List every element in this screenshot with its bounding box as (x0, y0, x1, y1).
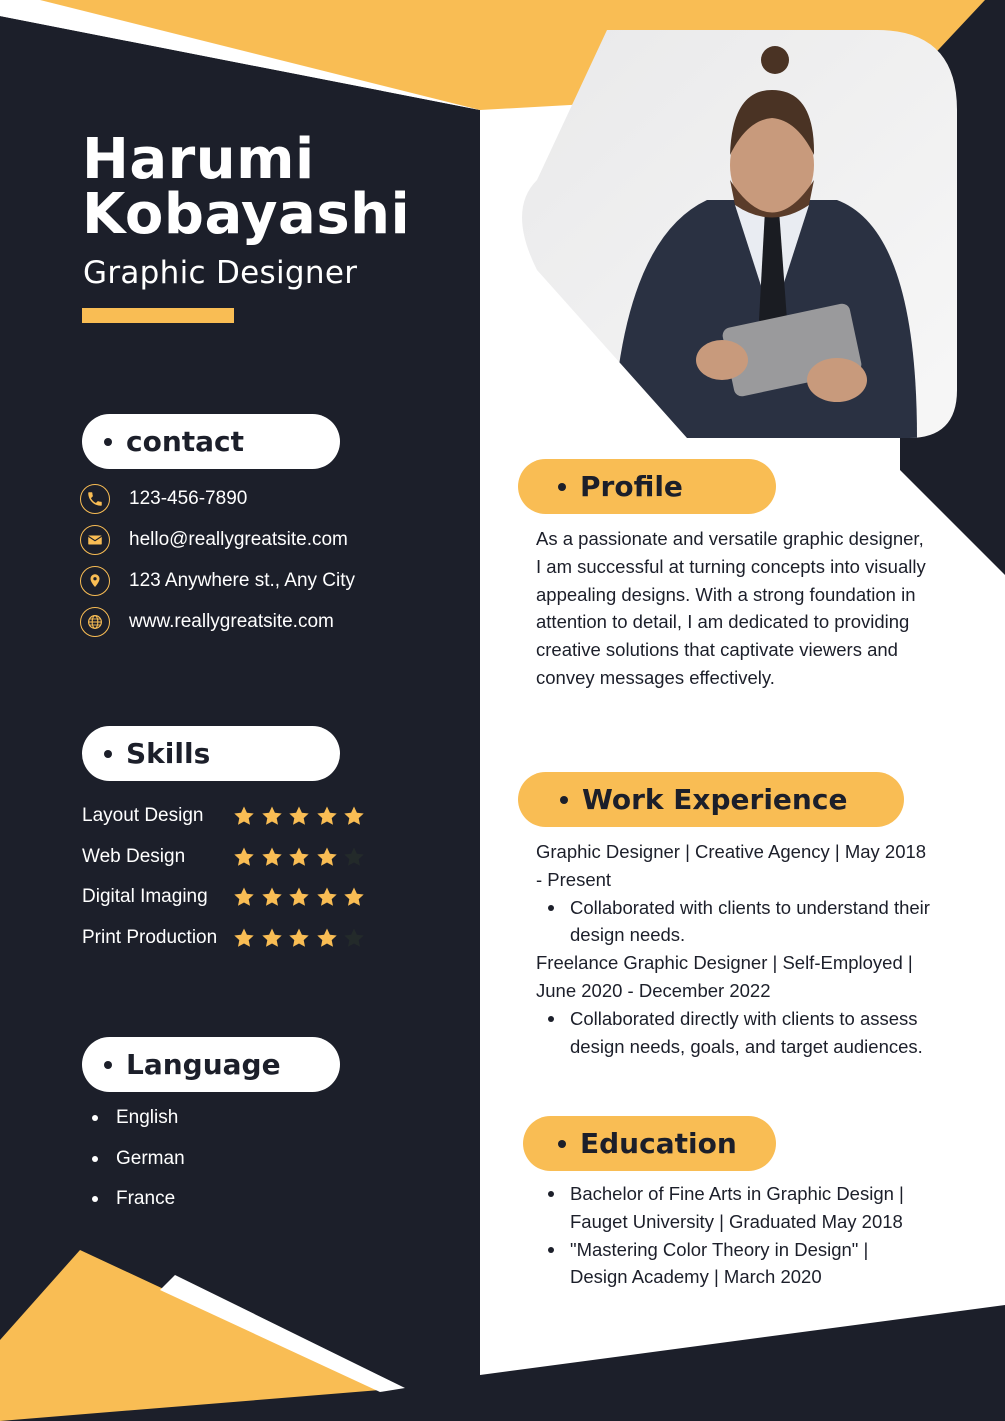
star-filled-icon (287, 845, 311, 869)
language-item (92, 1179, 185, 1220)
contact-email (80, 519, 355, 560)
contact-heading-pill (82, 414, 340, 469)
star-filled-icon (232, 885, 256, 909)
education-items (536, 1180, 931, 1291)
star-empty-icon (342, 926, 366, 950)
profile-heading: Profile (580, 470, 683, 503)
star-filled-icon (342, 804, 366, 828)
star-filled-icon (287, 804, 311, 828)
star-filled-icon (315, 926, 339, 950)
language-label: France (116, 1188, 176, 1210)
education-item: "Mastering Color Theory in Design" | Design Academy | March 2020 (536, 1236, 931, 1292)
education-item: Bachelor of Fine Arts in Graphic Design | Fauget University | Graduated May 2018 (536, 1180, 931, 1236)
star-filled-icon (260, 885, 284, 909)
website-text: www.reallygreatsite.com (129, 610, 334, 632)
work-experience-list (536, 838, 931, 1060)
skills-heading: Skills (126, 737, 211, 770)
bullet-dot (558, 1140, 566, 1148)
education-heading-pill (523, 1116, 776, 1171)
title-underline (82, 308, 234, 323)
skill-name: Print Production (82, 926, 218, 948)
star-filled-icon (287, 926, 311, 950)
location-icon (80, 566, 110, 596)
skill-row (82, 796, 370, 837)
job-title-line: Graphic Designer | Creative Agency | May 2018 - Present (536, 841, 927, 890)
language-list (92, 1098, 185, 1220)
skill-rating (232, 926, 370, 950)
star-filled-icon (260, 804, 284, 828)
language-item (92, 1098, 185, 1139)
bullet-dot (104, 1061, 112, 1069)
phone-icon (80, 484, 110, 514)
contact-address (80, 560, 355, 601)
skills-heading-pill (82, 726, 340, 781)
star-filled-icon (232, 845, 256, 869)
skill-rating (232, 845, 370, 869)
skills-list (82, 796, 370, 958)
last-name: Kobayashi (82, 182, 411, 247)
education-list (536, 1180, 931, 1291)
profile-heading-pill (518, 459, 776, 514)
bullet-dot (92, 1196, 98, 1202)
skill-rating (232, 804, 370, 828)
skill-row (82, 837, 370, 878)
star-filled-icon (260, 845, 284, 869)
job-bullet: Collaborated with clients to understand their design needs. (536, 894, 931, 950)
full-name (82, 127, 411, 247)
language-heading: Language (126, 1048, 281, 1081)
star-filled-icon (232, 926, 256, 950)
profile-summary: As a passionate and versatile graphic designer, I am successful at turning concepts into visually appealing designs. With a strong foundation in attention to detail, I am dedicated to providing creative solutions that captivate viewers and convey messages effectively. (536, 528, 926, 688)
profile-photo (517, 30, 957, 438)
bullet-dot (92, 1156, 98, 1162)
language-label: German (116, 1147, 185, 1169)
bullet-dot (104, 750, 112, 758)
address-text: 123 Anywhere st., Any City (129, 569, 356, 591)
skill-name: Layout Design (82, 805, 204, 827)
contact-website (80, 601, 355, 642)
skill-rating (232, 885, 370, 909)
job-bullets (536, 894, 931, 950)
job-title: Graphic Designer (83, 255, 358, 291)
skill-name: Digital Imaging (82, 886, 208, 908)
star-filled-icon (315, 845, 339, 869)
bullet-dot (560, 796, 568, 804)
language-label: English (116, 1107, 179, 1129)
contact-phone (80, 478, 355, 519)
education-heading: Education (580, 1127, 737, 1160)
star-filled-icon (287, 885, 311, 909)
job-title-line: Freelance Graphic Designer | Self-Employed | June 2020 - December 2022 (536, 952, 913, 1001)
star-empty-icon (342, 845, 366, 869)
phone-text: 123-456-7890 (129, 487, 248, 509)
contact-list (80, 478, 355, 642)
globe-icon (80, 607, 110, 637)
work-heading-pill (518, 772, 904, 827)
work-heading: Work Experience (582, 783, 848, 816)
star-filled-icon (342, 885, 366, 909)
job-bullets (536, 1005, 931, 1061)
star-filled-icon (315, 804, 339, 828)
star-filled-icon (260, 926, 284, 950)
language-item (92, 1139, 185, 1180)
bullet-dot (558, 483, 566, 491)
email-text: hello@reallygreatsite.com (129, 528, 348, 550)
bullet-dot (92, 1115, 98, 1121)
language-heading-pill (82, 1037, 340, 1092)
skill-name: Web Design (82, 845, 186, 867)
bullet-dot (104, 438, 112, 446)
contact-heading: contact (126, 425, 245, 458)
mail-icon (80, 525, 110, 555)
first-name: Harumi (82, 127, 315, 192)
skill-row (82, 918, 370, 959)
star-filled-icon (315, 885, 339, 909)
skill-row (82, 877, 370, 918)
job-bullet: Collaborated directly with clients to assess design needs, goals, and target audiences. (536, 1005, 931, 1061)
star-filled-icon (232, 804, 256, 828)
